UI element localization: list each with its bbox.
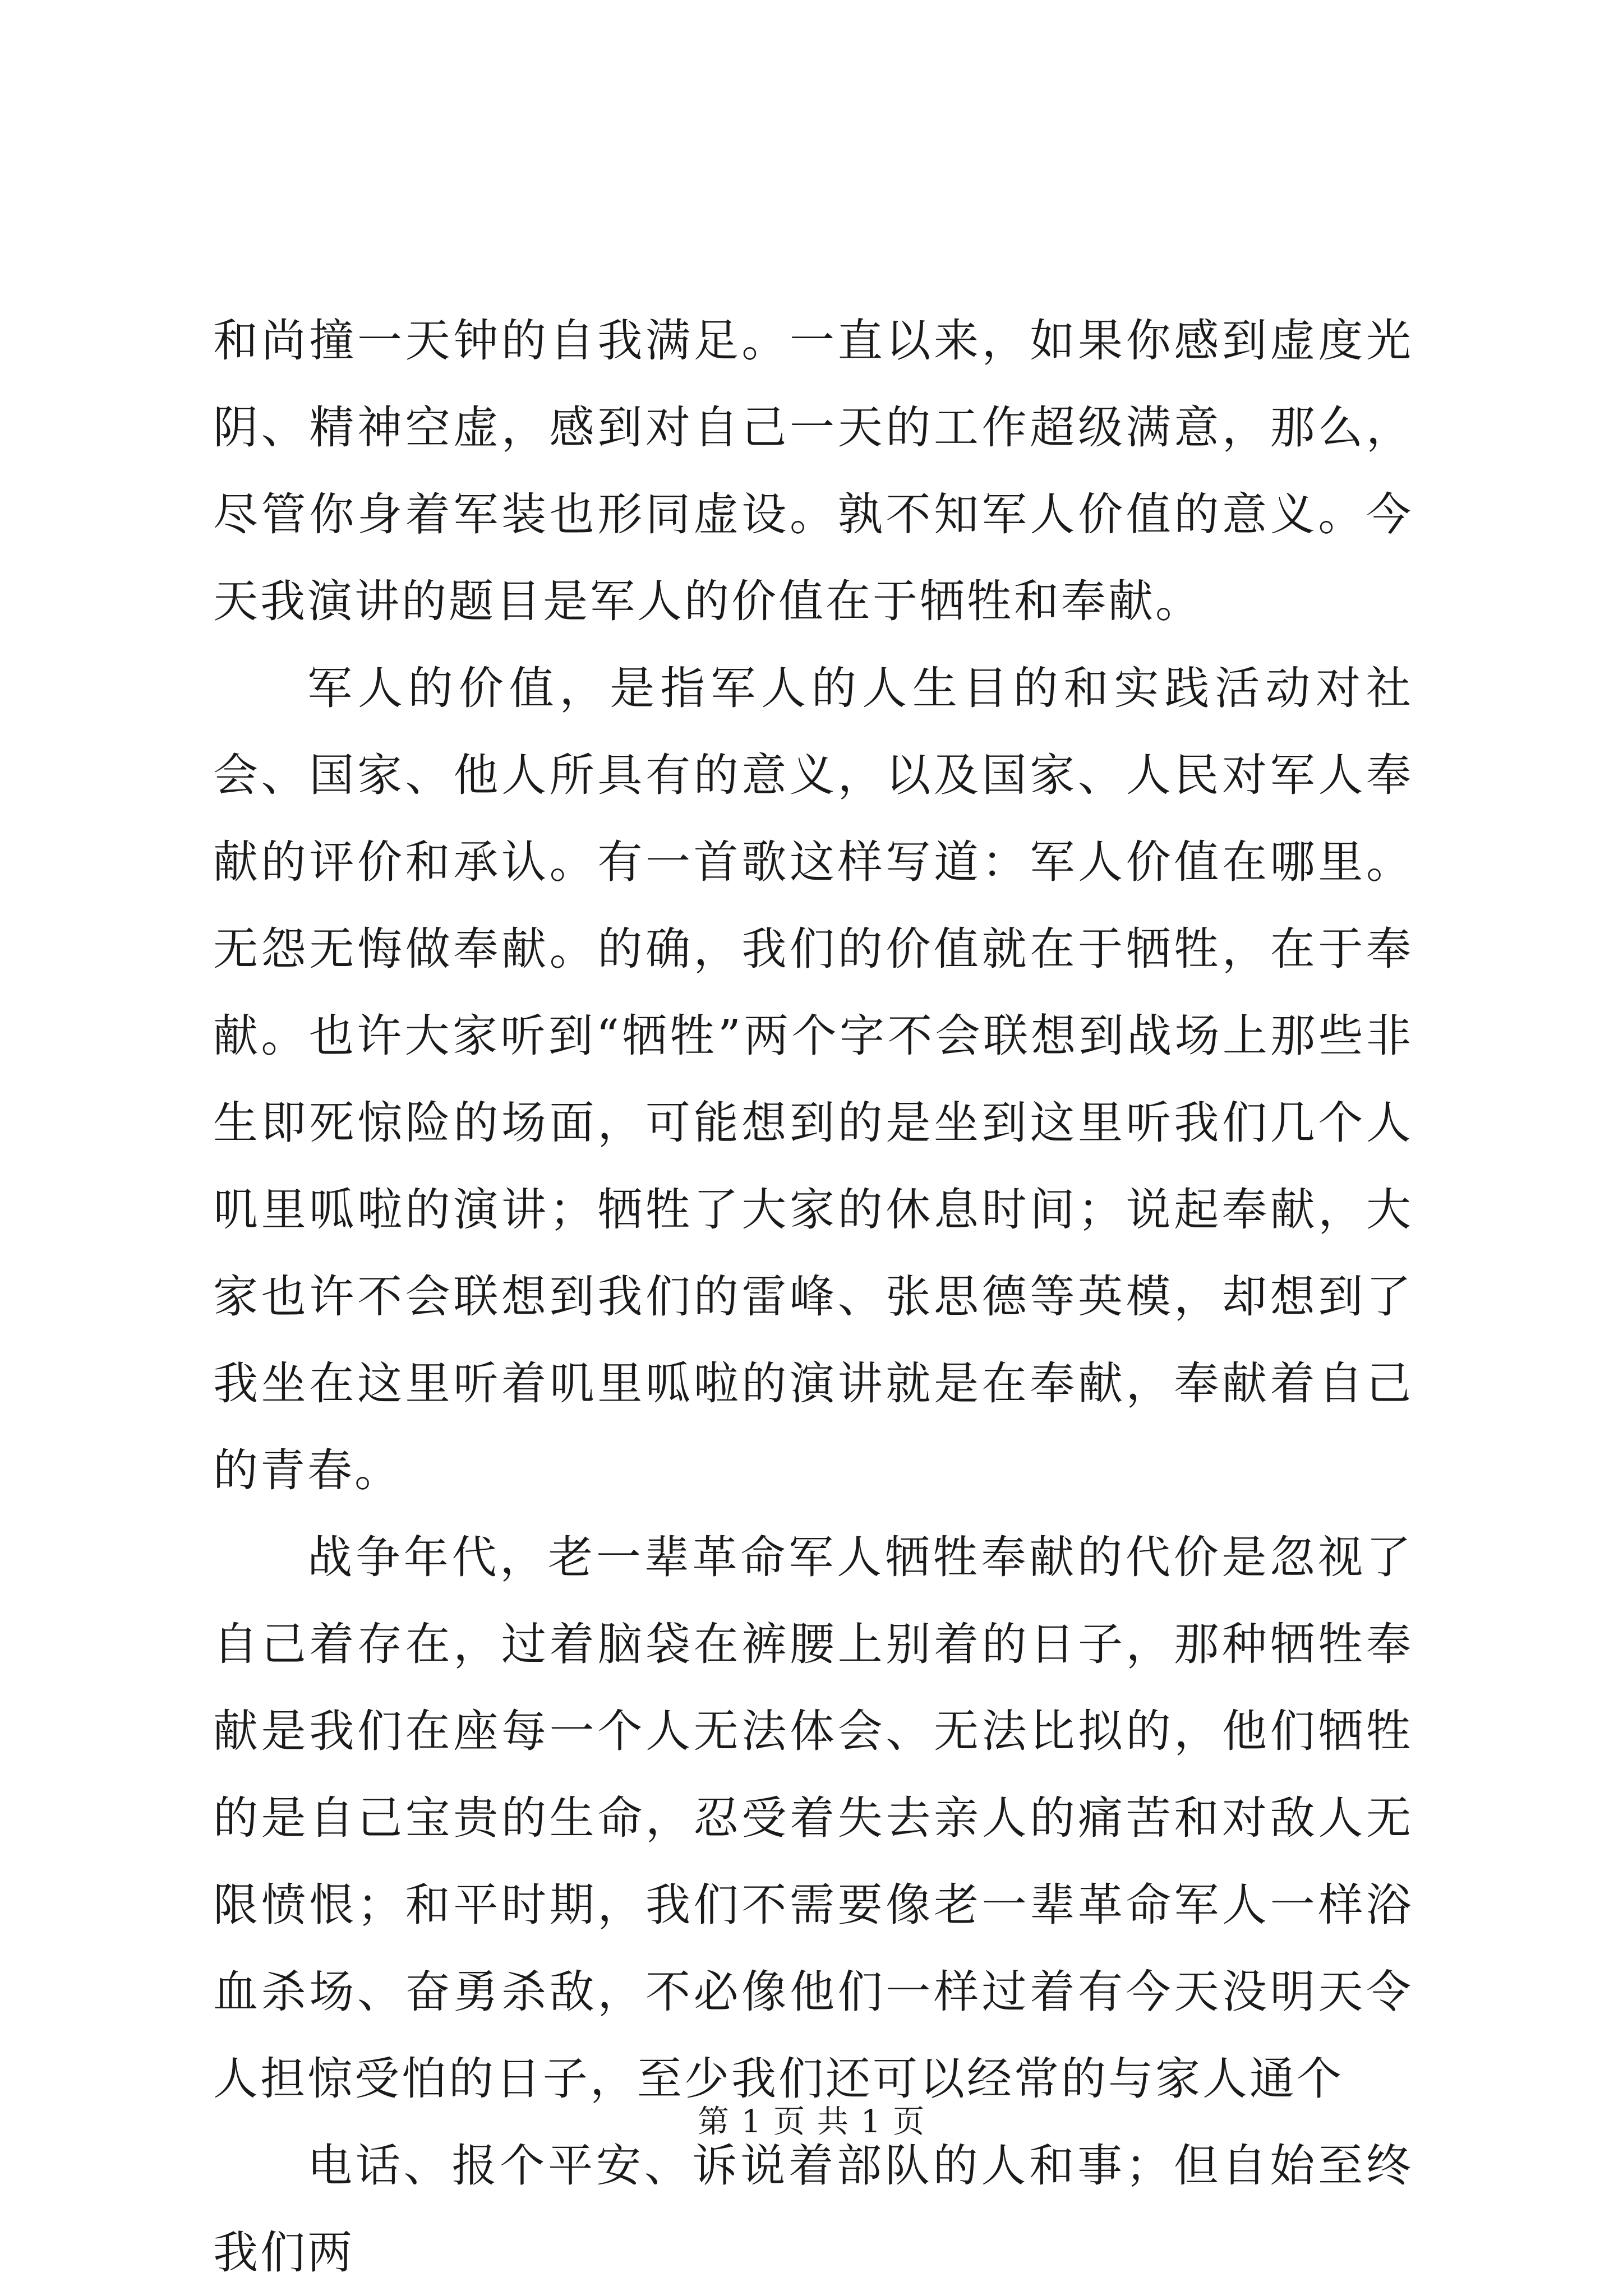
page-footer: 第 1 页 共 1 页 bbox=[697, 2104, 926, 2140]
paragraph: 军人的价值，是指军人的人生目的和实践活动对社会、国家、他人所具有的意义，以及国家、人民对军人奉献的评价和承认。有一首歌这样写道：军人价值在哪里。无怨无悔做奉献。的确，我们的价值就在于牺牲，在于奉献。也许大家听到“牺牲”两个字不会联想到战场上那些非生即死惊险的场面，可能想到的是坐到这里听我们几个人叽里呱啦的演讲；牺牲了大家的休息时间；说起奉献，大家也许不会联想到我们的雷峰、张思德等英模，却想到了我坐在这里听着叽里呱啦的演讲就是在奉献，奉献着自己的青春。 bbox=[213, 662, 1413, 1496]
paragraph: 电话、报个平安、诉说着部队的人和事；但自始至终我们两 bbox=[213, 2140, 1413, 2279]
paragraph: 战争年代，老一辈革命军人牺牲奉献的代价是忽视了自己着存在，过着脑袋在裤腰上别着的日子，那种牺牲奉献是我们在座每一个人无法体会、无法比拟的，他们牺牲的是自己宝贵的生命，忍受着失去亲人的痛苦和对敌人无限愤恨；和平时期，我们不需要像老一辈革命军人一样浴血杀场、奋勇杀敌，不必像他们一样过着有今天没明天令人担惊受怕的日子，至少我们还可以经常的与家人通个 bbox=[213, 1531, 1413, 2105]
paragraph: 和尚撞一天钟的自我满足。一直以来，如果你感到虚度光阴、精神空虚，感到对自己一天的工作超级满意，那么，尽管你身着军装也形同虚设。孰不知军人价值的意义。今天我演讲的题目是军人的价值在于牺牲和奉献。 bbox=[213, 315, 1413, 627]
document-body bbox=[213, 297, 1413, 2296]
